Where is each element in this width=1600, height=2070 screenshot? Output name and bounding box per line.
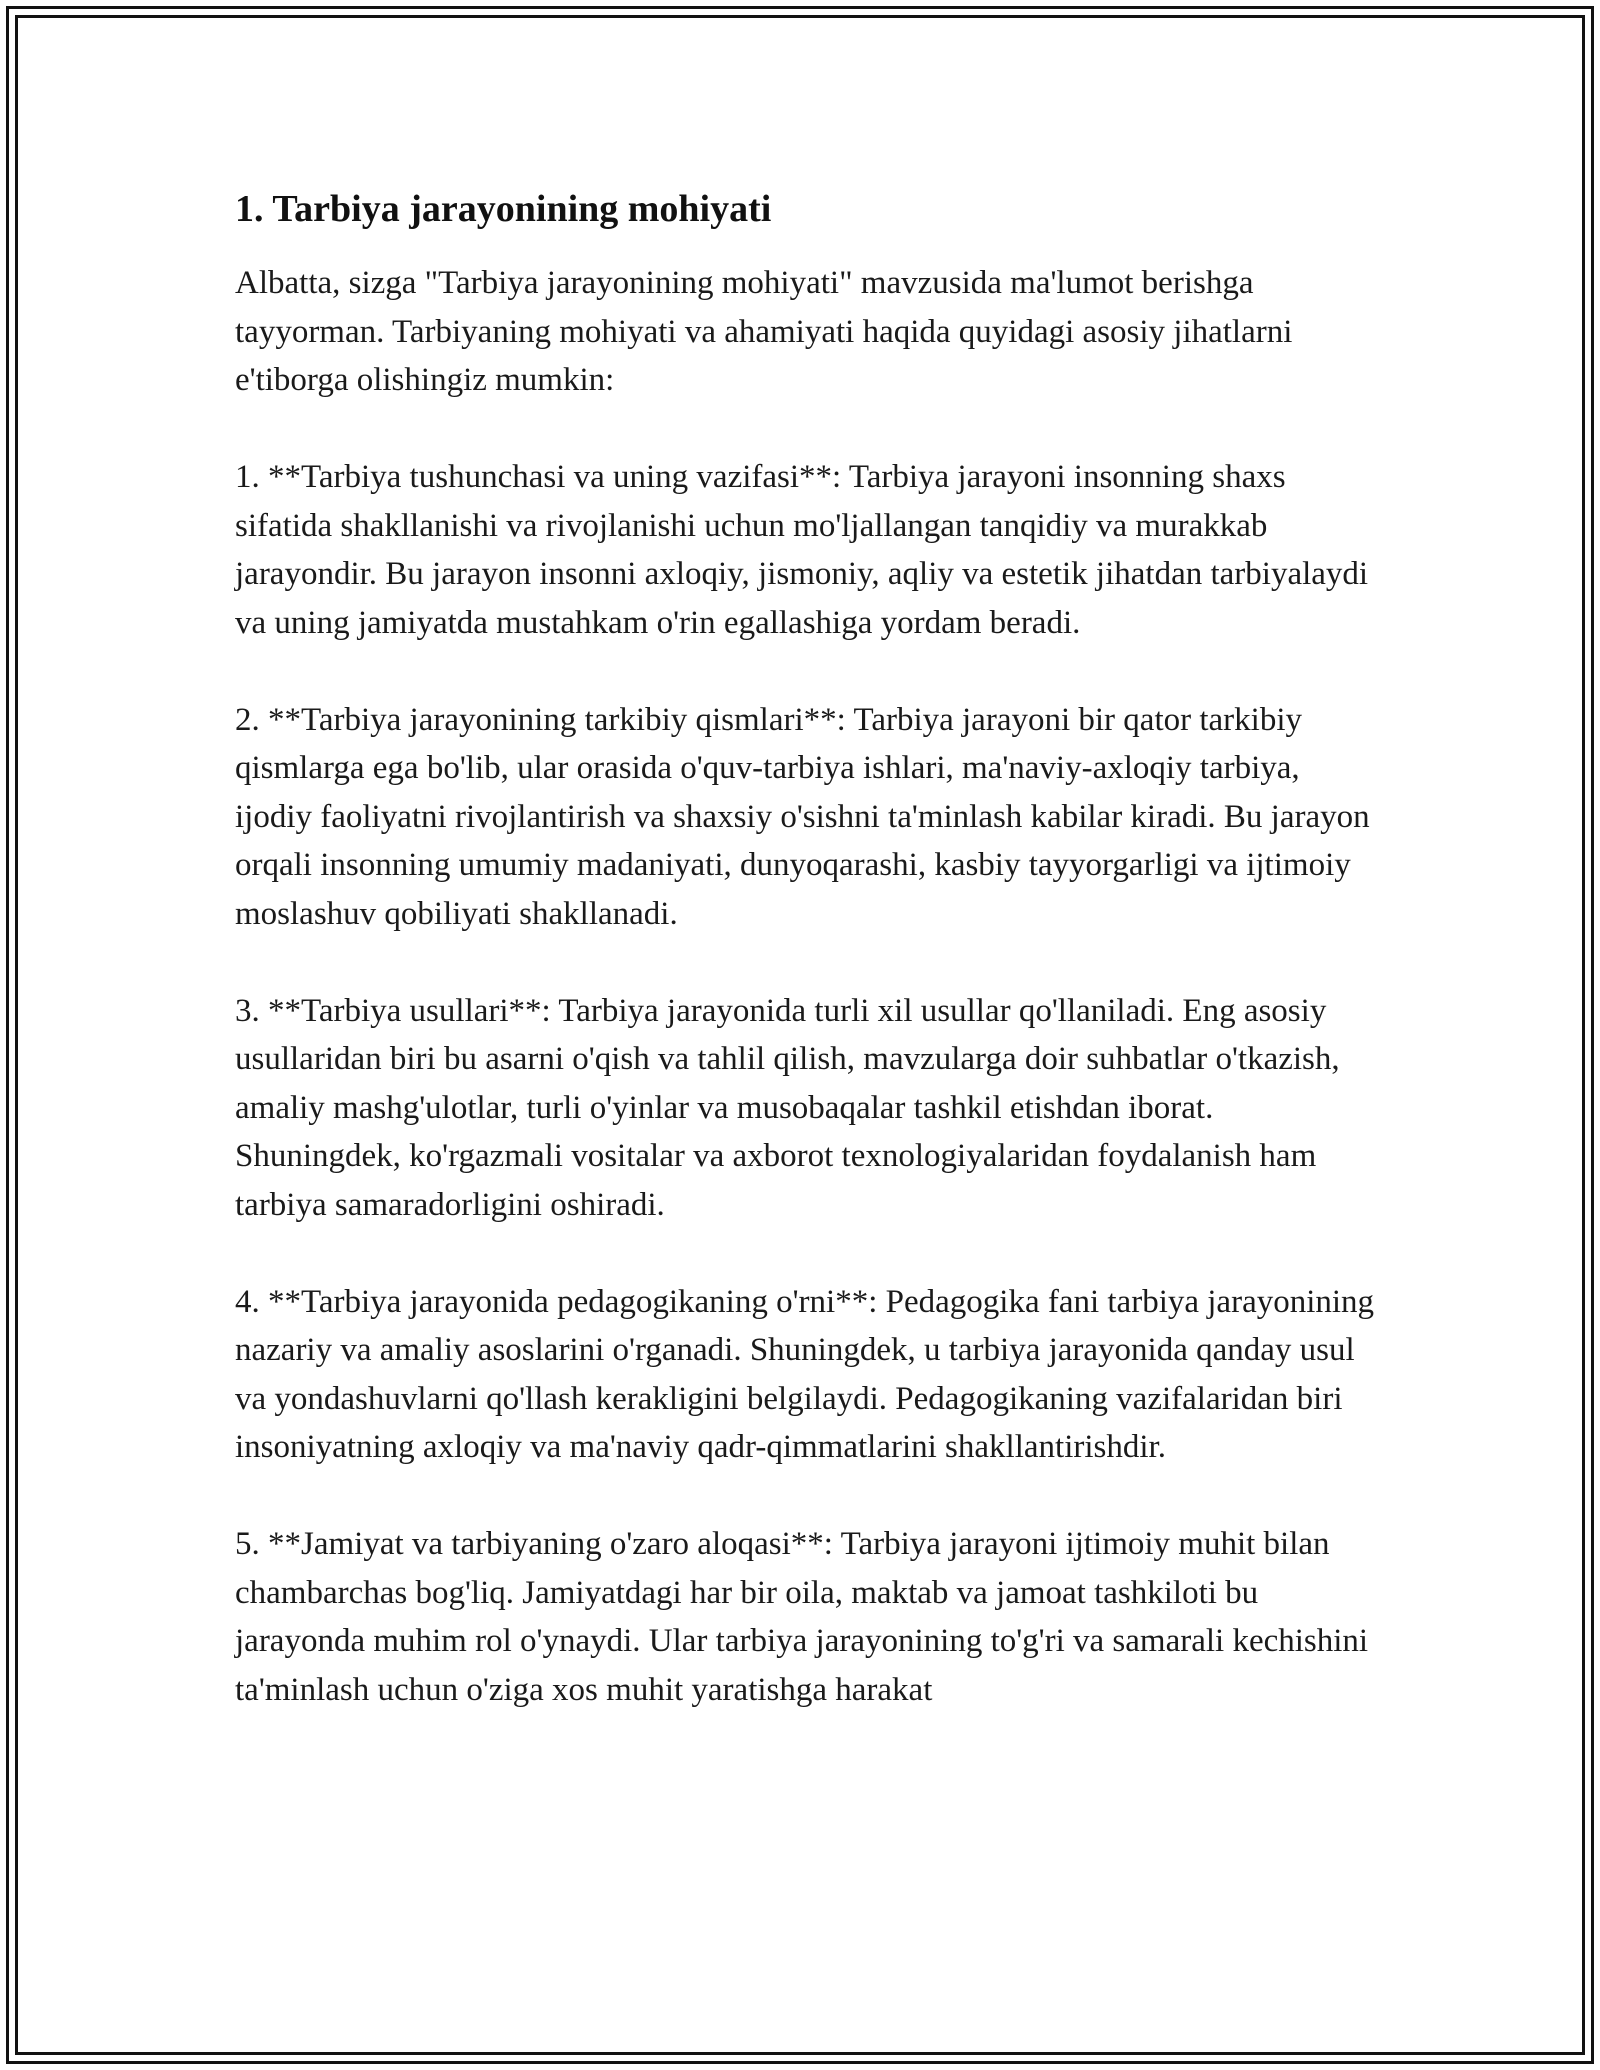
intro-paragraph: Albatta, sizga "Tarbiya jarayonining mohiyati" mavzusida ma'lumot berishga tayyorman. Tarbiyaning mohiyati va ahamiyati haqida quyidagi asosiy jihatlarni e'tiborga olishingiz mumkin: — [235, 265, 1293, 398]
paragraph-item-1: 1. **Tarbiya tushunchasi va uning vazifasi**: Tarbiya jarayoni insonning shaxs sifatida shakllanishi va rivojlanishi uchun mo'ljallangan tanqidiy va murakkab jarayondir. Bu jarayon insonni axloqiy, jismoniy, aqliy va estetik jihatdan tarbiyalaydi va uning jamiyatda mustahkam o'rin egallashiga yordam beradi. — [235, 459, 1369, 641]
document-heading: 1. Tarbiya jarayonining mohiyati — [235, 188, 772, 230]
paragraph-item-2: 2. **Tarbiya jarayonining tarkibiy qismlari**: Tarbiya jarayoni bir qator tarkibiy qismlarga ega bo'lib, ular orasida o'quv-tarbiya ishlari, ma'naviy-axloqiy tarbiya, ijodiy faoliyatni rivojlantirish va shaxsiy o'sishni ta'minlash kabilar kiradi. Bu jarayon orqali insonning umumiy madaniyati, dunyoqarashi, kasbiy tayyorgarligi va ijtimoiy moslashuv qobiliyati shakllanadi. — [235, 701, 1370, 932]
paragraph-item-4: 4. **Tarbiya jarayonida pedagogikaning o'rni**: Pedagogika fani tarbiya jarayonining nazariy va amaliy asoslarini o'rganadi. Shuningdek, u tarbiya jarayonida qanday usul va yondashuvlarni qo'llash kerakligini belgilaydi. Pedagogikaning vazifalaridan biri insoniyatning axloqiy va ma'naviy qadr-qimmatlarini shakllantirishdir. — [235, 1283, 1375, 1465]
document-body — [235, 185, 1375, 1763]
paragraph-item-3: 3. **Tarbiya usullari**: Tarbiya jarayonida turli xil usullar qo'llaniladi. Eng asosiy usullaridan biri bu asarni o'qish va tahlil qilish, mavzularga doir suhbatlar o'tkazish, amaliy mashg'ulotlar, turli o'yinlar va musobaqalar tashkil etishdan iborat. Shuningdek, ko'rgazmali vositalar va axborot texnologiyalaridan foydalanish ham tarbiya samaradorligini oshiradi. — [235, 992, 1340, 1223]
paragraph-item-5: 5. **Jamiyat va tarbiyaning o'zaro aloqasi**: Tarbiya jarayoni ijtimoiy muhit bilan chambarchas bog'liq. Jamiyatdagi har bir oila, maktab va jamoat tashkiloti bu jarayonda muhim rol o'ynaydi. Ular tarbiya jarayonining to'g'ri va samarali kechishini ta'minlash uchun o'ziga xos muhit yaratishga harakat — [235, 1526, 1369, 1708]
